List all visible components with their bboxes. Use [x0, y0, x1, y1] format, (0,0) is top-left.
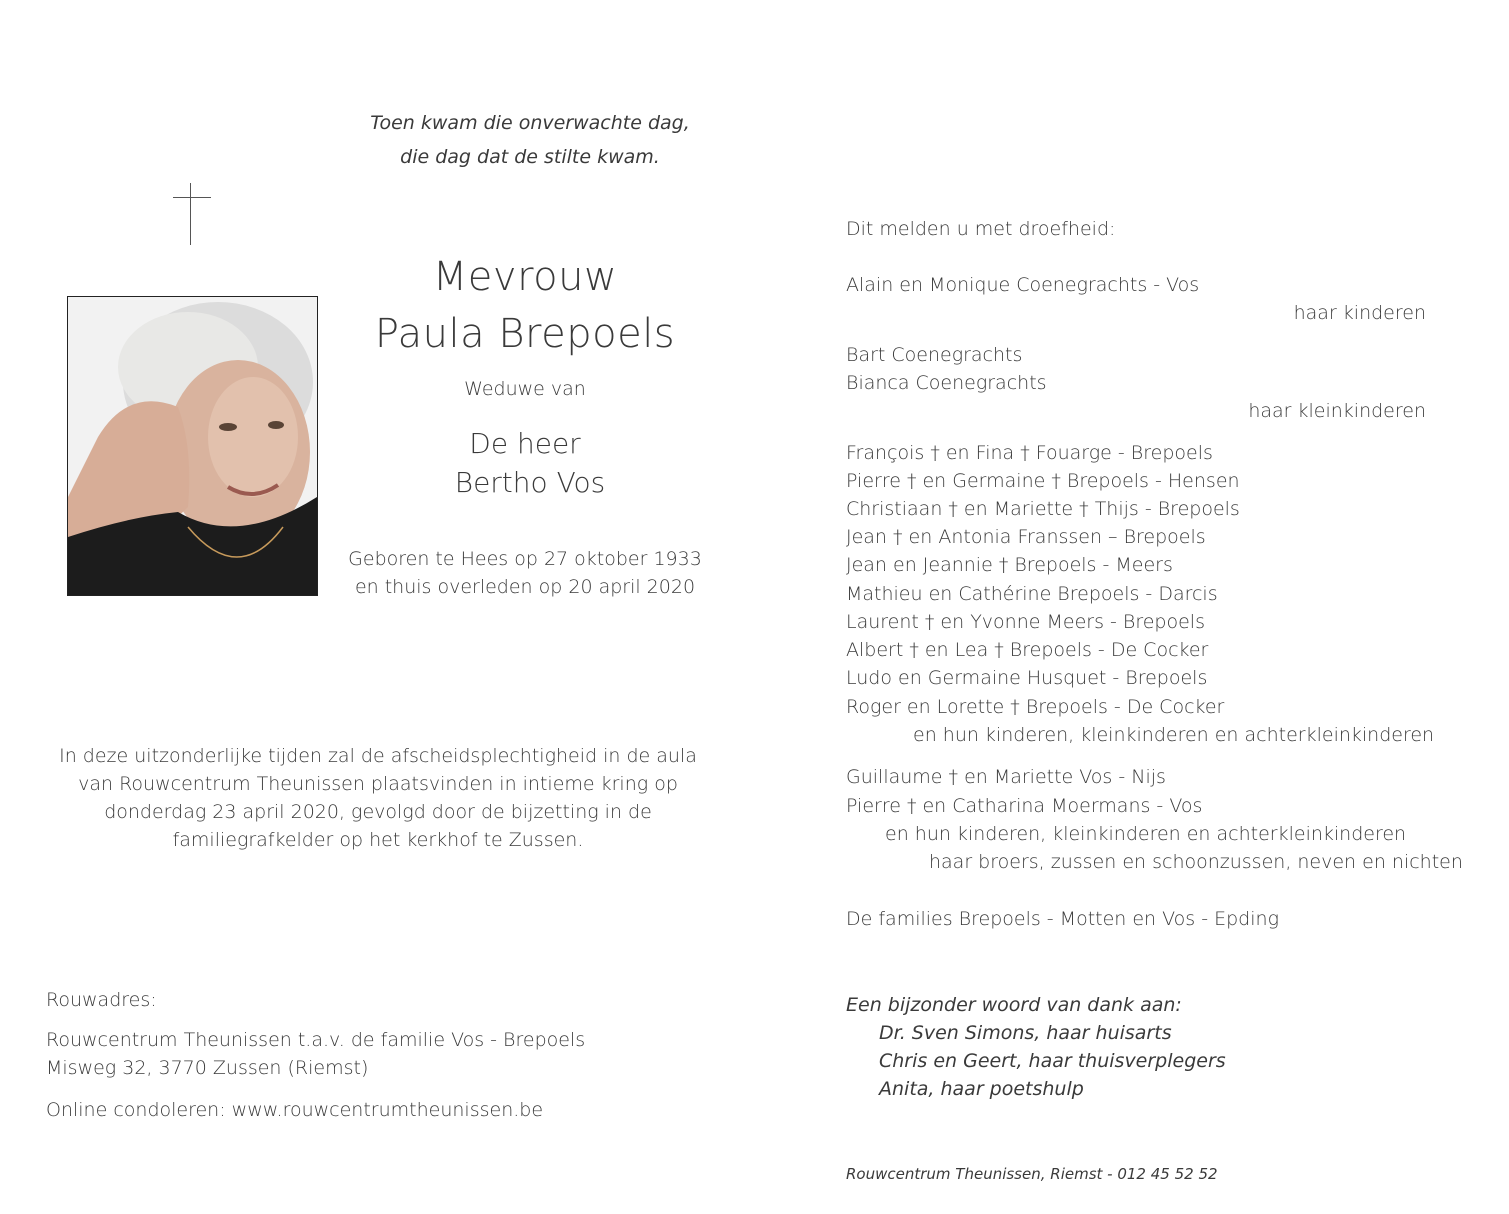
sibling-item: Ludo en Germaine Husquet - Brepoels — [846, 667, 1208, 689]
husband-title: De heer — [469, 427, 581, 460]
families-line: De families Brepoels - Motten en Vos - Epding — [846, 908, 1279, 930]
ceremony-line-4: familiegrafkelder op het kerkhof te Zussen. — [172, 829, 584, 851]
deceased-name: Paula Brepoels — [374, 311, 676, 357]
ceremony-line-3: donderdag 23 april 2020, gevolgd door de bijzetting in de — [104, 801, 652, 823]
thanks-title: Een bijzonder woord van dank aan: — [846, 994, 1182, 1016]
sibling-item: Mathieu en Cathérine Brepoels - Darcis — [846, 583, 1218, 605]
portrait-photo — [67, 296, 318, 596]
ceremony-line-2: van Rouwcentrum Theunissen plaatsvinden in intieme kring op — [78, 773, 678, 795]
deceased-title: Mevrouw — [432, 254, 618, 300]
grandchildren-label: haar kleinkinderen — [1248, 400, 1426, 422]
poem-line-1: Toen kwam die onverwachte dag, — [370, 112, 690, 134]
online-condolence: Online condoleren: www.rouwcentrumtheunissen.be — [46, 1099, 544, 1121]
sibling-item: Jean † en Antonia Franssen – Brepoels — [846, 526, 1206, 548]
siblings-label: haar broers, zussen en schoonzussen, neven en nichten — [929, 851, 1463, 873]
sibling-item: François † en Fina † Fouarge - Brepoels — [846, 442, 1213, 464]
birth-date: Geboren te Hees op 27 oktober 1933 — [348, 548, 702, 570]
siblings-1-tail: en hun kinderen, kleinkinderen en achterkleinkinderen — [913, 724, 1435, 746]
sibling-item: Albert † en Lea † Brepoels - De Cocker — [846, 639, 1209, 661]
sibling-item: Roger en Lorette † Brepoels - De Cocker — [846, 696, 1225, 718]
thanks-item: Chris en Geert, haar thuisverplegers — [879, 1050, 1226, 1072]
sibling-item: Laurent † en Yvonne Meers - Brepoels — [846, 611, 1205, 633]
grandchild-item: Bianca Coenegrachts — [846, 372, 1047, 394]
husband-name: Bertho Vos — [454, 466, 606, 499]
sibling-item: Pierre † en Germaine † Brepoels - Hensen — [846, 470, 1240, 492]
grandchild-item: Bart Coenegrachts — [846, 344, 1023, 366]
widow-of-label: Weduwe van — [464, 378, 586, 400]
sibling-item: Pierre † en Catharina Moermans - Vos — [846, 795, 1203, 817]
death-date: en thuis overleden op 20 april 2020 — [354, 576, 696, 598]
intro-text: Dit melden u met droefheid: — [846, 218, 1116, 240]
address-line-2: Misweg 32, 3770 Zussen (Riemst) — [46, 1057, 369, 1079]
siblings-2-tail: en hun kinderen, kleinkinderen en achterkleinkinderen — [885, 823, 1407, 845]
poem-line-2: die dag dat de stilte kwam. — [400, 146, 660, 168]
children-item: Alain en Monique Coenegrachts - Vos — [846, 274, 1200, 296]
address-line-1: Rouwcentrum Theunissen t.a.v. de familie Vos - Brepoels — [46, 1029, 586, 1051]
thanks-item: Anita, haar poetshulp — [879, 1078, 1084, 1100]
address-label: Rouwadres: — [46, 989, 157, 1011]
sibling-item: Christiaan † en Mariette † Thijs - Brepoels — [846, 498, 1240, 520]
footer-contact: Rouwcentrum Theunissen, Riemst - 012 45 52 52 — [846, 1165, 1218, 1183]
children-label: haar kinderen — [1293, 302, 1426, 324]
ceremony-line-1: In deze uitzonderlijke tijden zal de afscheidsplechtigheid in de aula — [59, 745, 697, 767]
sibling-item: Jean en Jeannie † Brepoels - Meers — [846, 554, 1173, 576]
sibling-item: Guillaume † en Mariette Vos - Nijs — [846, 766, 1166, 788]
thanks-item: Dr. Sven Simons, haar huisarts — [879, 1022, 1172, 1044]
